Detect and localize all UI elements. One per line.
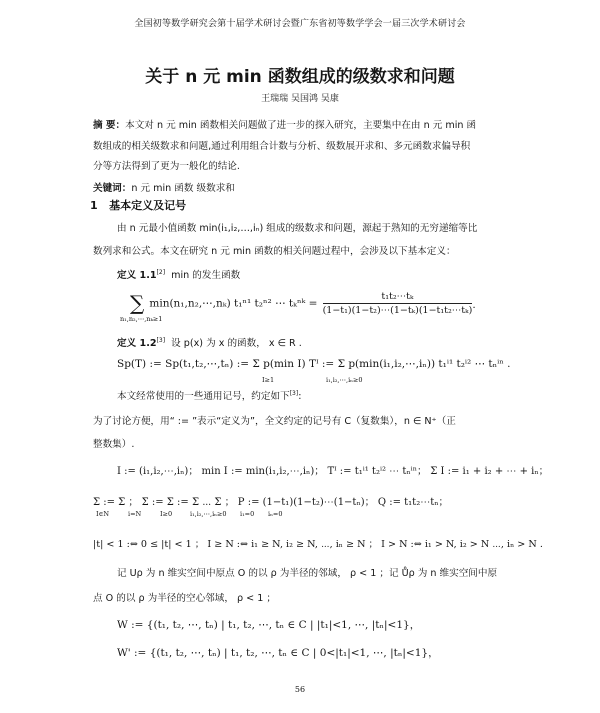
equation-3: I := (i₁,i₂,⋯,iₙ)； min I := min(i₁,i₂,⋯,iₙ)； Tᴵ := t₁ⁱ¹ t₂ⁱ² ⋯ tₙⁱⁿ； Σ I := i₁ + i₂ + ⋯ + iₙ； (117, 466, 549, 477)
eq4-sub-2: i=N (128, 510, 142, 518)
eq2-sub-1: I≥1 (262, 376, 275, 384)
eq1-denominator: (1−t₁)(1−t₂)⋯(1−tₖ)(1−t₁t₂⋯tₖ) (322, 305, 473, 316)
keywords-line (93, 180, 235, 194)
def12-text: 设 p(x) 为 x 的函数， x ∈ R . (171, 338, 302, 349)
keywords-text: n 元 min 函数 级数求和 (131, 183, 235, 194)
eq4-sub-3: I≥0 (160, 510, 173, 518)
intro-line-1: 由 n 元最小值函数 min(i₁,i₂,…,iₙ) 组成的级数求和问题，源起于熟知的无穷递缩等比 (117, 223, 478, 234)
page-number: 56 (294, 685, 306, 694)
notation-ref: [3] (289, 389, 299, 397)
sum-symbol: ∑ (130, 291, 145, 315)
running-header: 全国初等数学研究会第十届学术研讨会暨广东省初等数学学会一届三次学术研讨会 (134, 19, 466, 29)
abstract-text-1: 本文对 n 元 min 函数相关问题做了进一步的探入研究，主要集中在由 n 元 min 函 (125, 120, 477, 131)
eq1-lhs: min(n₁,n₂,⋯,nₖ) t₁ⁿ¹ t₂ⁿ² ⋯ tₖⁿᵏ = (149, 297, 318, 310)
eq2-sub-2: i₁,i₂,⋯,iₙ≥0 (326, 376, 363, 384)
definition-1-1 (117, 267, 240, 281)
equation-w: W := {(t₁, t₂, ⋯, tₙ) | t₁, t₂, ⋯, tₙ ∈ C | |t₁|<1, ⋯, |tₙ|<1}， (117, 619, 421, 631)
equation-2: Sp(T) := Sp(t₁,t₂,⋯,tₙ) := Σ p(min I) Tᴵ := Σ p(min(i₁,i₂,⋯,iₙ)) t₁ⁱ¹ t₂ⁱ² ⋯ tₙⁱⁿ . (117, 358, 511, 370)
def11-text: min 的发生函数 (171, 270, 241, 281)
section-number: 1 (90, 199, 98, 212)
equation-w-prime: W' := {(t₁, t₂, ⋯, tₙ) | t₁, t₂, ⋯, tₙ ∈ C | 0<|t₁|<1, ⋯, |tₙ|<1}， (117, 647, 439, 659)
abstract-line-1 (93, 117, 476, 131)
convention-line-1: 为了讨论方便，用“ := ”表示“定义为”，全文约定的记号有 C（复数集），n ∈ N⁺（正 (93, 416, 456, 427)
def12-label: 定义 1.2 (117, 338, 157, 349)
equation-4: Σ := Σ ； Σ := Σ := Σ ⋯ Σ ； P := (1−t₁)(1−t₂)⋯(1−tₙ)； Q := t₁t₂⋯tₙ； (93, 497, 449, 508)
def11-label: 定义 1.1 (117, 270, 157, 281)
authors: 王瑞瑞 吴国鸿 吴康 (261, 94, 339, 104)
def12-ref: [3] (156, 336, 166, 344)
notation-intro-text: 本文经常使用的一些通用记号，约定如下 (117, 391, 290, 402)
equation-5: |t| < 1 :⇔ 0 ≤ |t| < 1 ； I ≥ N :⇔ i₁ ≥ N, i₂ ≥ N, ⋯, iₙ ≥ N ； I > N :⇔ i₁ > N, i₂ > N ⋯, iₙ > N . (93, 539, 543, 550)
section-title: 基本定义及记号 (109, 199, 187, 212)
equation-1: ∑ min(n₁,n₂,⋯,nₖ) t₁ⁿ¹ t₂ⁿ² ⋯ tₖⁿᵏ = $\frac{\text{t₁t₂⋯tₖ}}{\text{(1−t₁)(1−t₂)⋯(1−tₖ)(1−t₁t₂⋯tₖ)}}$ . n₁,n₂,⋯,nₖ≥1 (120, 291, 476, 323)
abstract-label: 摘 要： (93, 120, 126, 131)
paper-title: 关于 n 元 min 函数组成的级数求和问题 (145, 67, 455, 87)
neighborhood-line-1: 记 Uρ 为 n 维实空间中原点 O 的以 ρ 为半径的邻域， ρ < 1 ；记 Ůρ 为 n 维实空间中原 (117, 568, 498, 579)
eq4-sub-4: i₁,i₂,⋯,iₙ≥0 (190, 510, 227, 518)
intro-line-2: 数列求和公式。本文在研究 n 元 min 函数的相关问题过程中，会涉及以下基本定义： (93, 246, 456, 257)
eq4-sub-1: I∈N (96, 510, 110, 518)
eq1-sum-subscript: n₁,n₂,⋯,nₖ≥1 (120, 315, 163, 323)
notation-intro: 本文经常使用的一些通用记号，约定如下[3]: (117, 389, 302, 402)
abstract-line-2: 数组成的相关级数求和问题,通过利用组合计数与分析、级数展开求和、多元函数求偏导积 (93, 141, 471, 152)
eq4-sub-5: i₁=0 (240, 510, 255, 518)
eq1-numerator: t₁t₂⋯tₖ (323, 291, 473, 304)
def11-ref: [2] (156, 268, 166, 276)
definition-1-2 (117, 335, 302, 349)
abstract-line-3: 分等方法得到了更为一般化的结论. (93, 161, 240, 172)
section-heading (90, 197, 186, 213)
eq4-sub-6: iₙ=0 (268, 510, 283, 518)
neighborhood-line-2: 点 O 的以 ρ 为半径的空心邻域， ρ < 1 ； (93, 593, 276, 604)
keywords-label: 关键词： (93, 183, 132, 194)
convention-line-2: 整数集）. (93, 439, 135, 450)
eq1-fraction (323, 291, 473, 316)
